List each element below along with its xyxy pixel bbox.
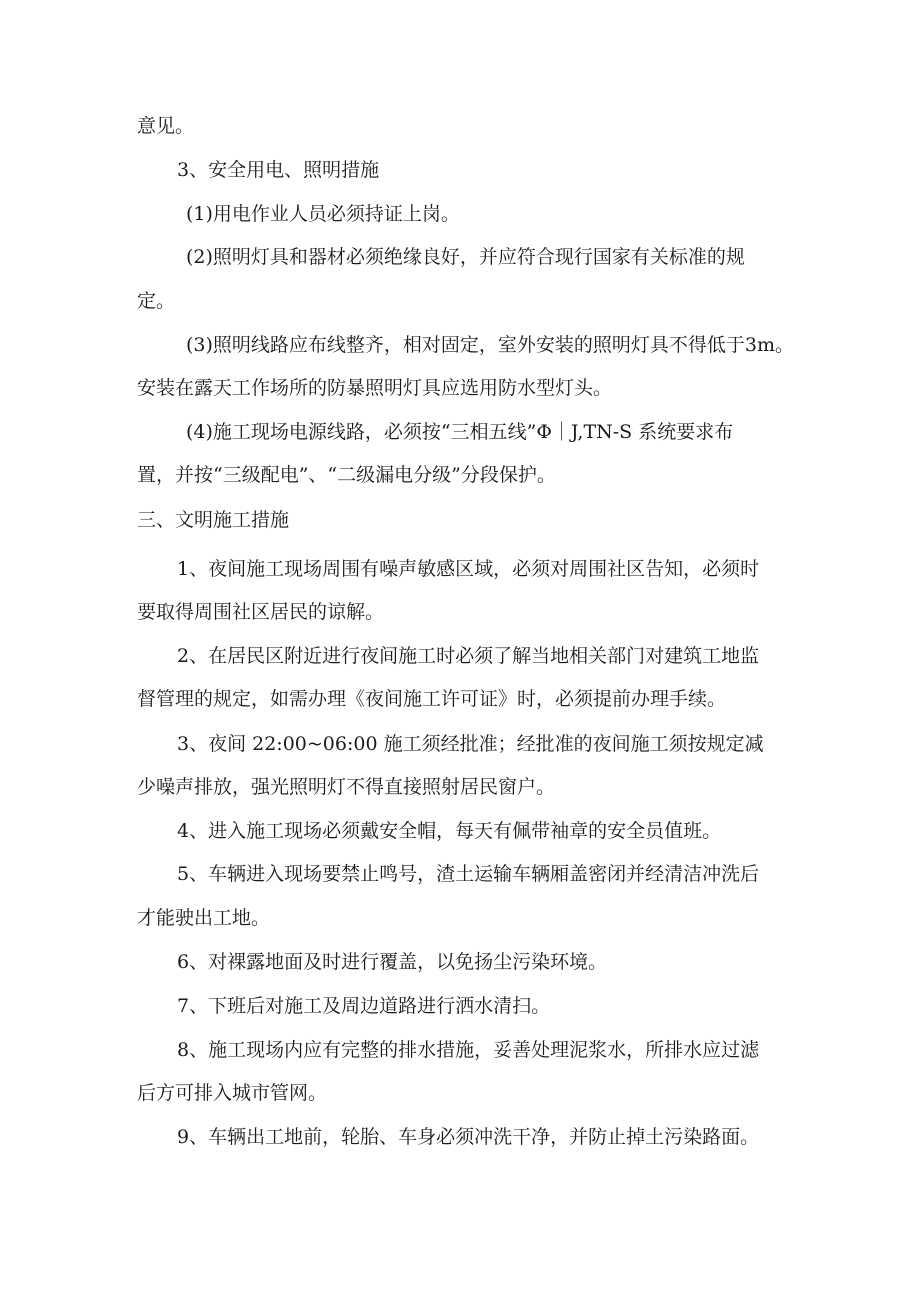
text-line: 5、车辆进入现场要禁止鸣号，渣土运输车辆厢盖密闭并经清洁冲洗后 [177, 863, 760, 885]
text-line: (4)施工现场电源线路，必须按“三相五线”Φ｜J,TN-S 系统要求布 [186, 421, 734, 443]
text-line: 2、在居民区附近进行夜间施工时必须了解当地相关部门对建筑工地监 [177, 645, 760, 667]
text-line: 7、下班后对施工及周边道路进行洒水清扫。 [177, 995, 551, 1017]
text-line: 4、进入施工现场必须戴安全帽，每天有佩带袖章的安全员值班。 [177, 820, 722, 842]
text-line: 少噪声排放，强光照明灯不得直接照射居民窗户。 [137, 776, 556, 798]
text-line: 安装在露天工作场所的防暴照明灯具应选用防水型灯头。 [137, 377, 613, 399]
text-line: 后方可排入城市管网。 [137, 1082, 328, 1104]
text-line: 8、施工现场内应有完整的排水措施，妥善处理泥浆水，所排水应过滤 [177, 1039, 760, 1061]
text-line: 意见。 [137, 115, 195, 137]
text-line: 督管理的规定，如需办理《夜间施工许可证》时，必须提前办理手续。 [137, 688, 727, 710]
text-line: 才能驶出工地。 [137, 907, 271, 929]
text-line: (2)照明灯具和器材必须绝缘良好，并应符合现行国家有关标准的规 [186, 246, 745, 268]
text-line: 9、车辆出工地前，轮胎、车身必须冲洗干净，并防止掉土污染路面。 [177, 1126, 760, 1148]
chapter-heading: 三、文明施工措施 [137, 509, 290, 531]
text-line: (3)照明线路应布线整齐，相对固定，室外安装的照明灯具不得低于3m。 [186, 334, 795, 356]
text-line: 要取得周围社区居民的谅解。 [137, 601, 385, 623]
text-line: 3、夜间 22:00~06:00 施工须经批准；经批准的夜间施工须按规定减 [177, 733, 764, 755]
text-line: 1、夜间施工现场周围有噪声敏感区域，必须对周围社区告知，必须时 [177, 558, 760, 580]
text-line: 6、对裸露地面及时进行覆盖，以免扬尘污染环境。 [177, 951, 608, 973]
text-line: 置，并按“三级配电”、“二级漏电分级”分段保护。 [137, 464, 556, 486]
text-line: (1)用电作业人员必须持证上岗。 [186, 203, 460, 225]
section-heading: 3、安全用电、照明措施 [177, 159, 380, 181]
text-line: 定。 [137, 290, 176, 312]
